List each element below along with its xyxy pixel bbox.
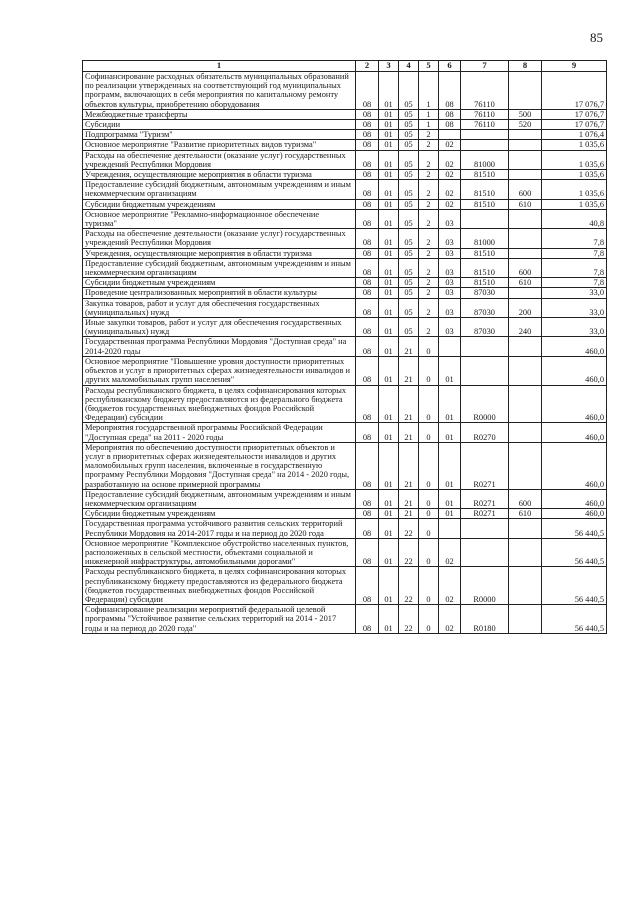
code-section: 01 xyxy=(379,278,399,288)
table-row xyxy=(83,442,607,489)
code-program: 05 xyxy=(399,72,419,110)
code-expense-type xyxy=(509,442,542,489)
row-amount: 33,0 xyxy=(542,318,607,337)
code-ministry: 08 xyxy=(356,318,379,337)
code-expense-type xyxy=(509,209,542,228)
row-amount: 33,0 xyxy=(542,288,607,298)
row-name: Субсидии бюджетным учреждениям xyxy=(83,278,356,288)
code-direction: 87030 xyxy=(461,298,509,317)
code-direction xyxy=(461,337,509,356)
code-ministry: 08 xyxy=(356,567,379,605)
code-subprogram: 2 xyxy=(419,180,439,199)
code-subprogram: 2 xyxy=(419,248,439,258)
table-row xyxy=(83,318,607,337)
code-expense-type: 200 xyxy=(509,298,542,317)
code-activity: 08 xyxy=(439,72,461,110)
table-row xyxy=(83,489,607,508)
code-program: 05 xyxy=(399,140,419,150)
code-direction: R0180 xyxy=(461,605,509,634)
code-ministry: 08 xyxy=(356,385,379,423)
code-subprogram: 0 xyxy=(419,567,439,605)
row-amount: 7,8 xyxy=(542,258,607,277)
row-name: Основное мероприятие "Комплексное обустройство населенных пунктов, расположенных в сельской местности, объектами социальной и инженерной инфраструктуры, автомобильными дорогами" xyxy=(83,538,356,567)
code-subprogram: 2 xyxy=(419,170,439,180)
code-subprogram: 0 xyxy=(419,519,439,538)
code-subprogram: 0 xyxy=(419,538,439,567)
code-activity: 03 xyxy=(439,318,461,337)
code-section: 01 xyxy=(379,229,399,248)
code-ministry: 08 xyxy=(356,109,379,119)
code-expense-type xyxy=(509,605,542,634)
column-header: 6 xyxy=(439,61,461,72)
table-row xyxy=(83,180,607,199)
code-subprogram: 2 xyxy=(419,288,439,298)
row-amount: 1 035,6 xyxy=(542,199,607,209)
code-program: 05 xyxy=(399,130,419,140)
code-section: 01 xyxy=(379,489,399,508)
code-direction xyxy=(461,140,509,150)
code-program: 21 xyxy=(399,423,419,442)
code-program: 05 xyxy=(399,318,419,337)
table-row xyxy=(83,385,607,423)
code-section: 01 xyxy=(379,356,399,385)
code-section: 01 xyxy=(379,442,399,489)
code-section: 01 xyxy=(379,209,399,228)
code-direction: 87030 xyxy=(461,318,509,337)
code-section: 01 xyxy=(379,199,399,209)
code-direction: R0000 xyxy=(461,385,509,423)
code-program: 05 xyxy=(399,209,419,228)
code-program: 21 xyxy=(399,442,419,489)
row-name: Государственная программа устойчивого развития сельских территорий Республики Мордовия на 2014-2017 годы и на период до 2020 года xyxy=(83,519,356,538)
code-section: 01 xyxy=(379,140,399,150)
code-section: 01 xyxy=(379,567,399,605)
table-row xyxy=(83,199,607,209)
code-activity: 01 xyxy=(439,509,461,519)
table-row xyxy=(83,538,607,567)
code-ministry: 08 xyxy=(356,298,379,317)
row-name: Софинансирование расходных обязательств муниципальных образований по реализации утвержденных на соответствующий год муниципальных программ, включающих в себя мероприятия по капитальному ремонту объектов культуры, приобретению оборудования xyxy=(83,72,356,110)
row-amount: 17 076,7 xyxy=(542,72,607,110)
row-name: Субсидии бюджетным учреждениям xyxy=(83,509,356,519)
code-expense-type xyxy=(509,538,542,567)
code-subprogram: 2 xyxy=(419,140,439,150)
row-name: Субсидии бюджетным учреждениям xyxy=(83,199,356,209)
code-activity: 02 xyxy=(439,605,461,634)
row-name: Предоставление субсидий бюджетным, автономным учреждениям и иным некоммерческим организациям xyxy=(83,258,356,277)
table-row xyxy=(83,258,607,277)
code-activity: 02 xyxy=(439,567,461,605)
row-amount: 17 076,7 xyxy=(542,109,607,119)
code-section: 01 xyxy=(379,150,399,169)
code-subprogram: 2 xyxy=(419,278,439,288)
code-expense-type xyxy=(509,567,542,605)
code-ministry: 08 xyxy=(356,120,379,130)
row-amount: 7,8 xyxy=(542,248,607,258)
code-section: 01 xyxy=(379,180,399,199)
code-ministry: 08 xyxy=(356,605,379,634)
code-direction: 81510 xyxy=(461,248,509,258)
code-expense-type: 600 xyxy=(509,489,542,508)
code-expense-type: 500 xyxy=(509,109,542,119)
code-program: 22 xyxy=(399,605,419,634)
code-subprogram: 1 xyxy=(419,72,439,110)
code-subprogram: 2 xyxy=(419,199,439,209)
code-direction: 87030 xyxy=(461,288,509,298)
page-number: 85 xyxy=(590,30,603,45)
row-name: Расходы республиканского бюджета, в целях софинансирования которых республиканскому бюджету предоставляются из федерального бюджета (бюджетов государственных внебюджетных фондов Российской Федерации) субсидии xyxy=(83,385,356,423)
code-program: 05 xyxy=(399,248,419,258)
code-activity xyxy=(439,130,461,140)
row-amount: 7,8 xyxy=(542,278,607,288)
code-ministry: 08 xyxy=(356,356,379,385)
code-subprogram: 1 xyxy=(419,120,439,130)
code-section: 01 xyxy=(379,318,399,337)
table-row xyxy=(83,130,607,140)
code-ministry: 08 xyxy=(356,489,379,508)
code-program: 05 xyxy=(399,258,419,277)
code-subprogram: 2 xyxy=(419,130,439,140)
code-activity xyxy=(439,337,461,356)
row-amount: 1 035,6 xyxy=(542,140,607,150)
code-activity: 08 xyxy=(439,109,461,119)
code-activity: 01 xyxy=(439,356,461,385)
table-row xyxy=(83,150,607,169)
code-activity: 01 xyxy=(439,489,461,508)
row-name: Учреждения, осуществляющие мероприятия в области туризма xyxy=(83,248,356,258)
code-subprogram: 2 xyxy=(419,150,439,169)
code-activity: 03 xyxy=(439,298,461,317)
code-section: 01 xyxy=(379,337,399,356)
code-ministry: 08 xyxy=(356,150,379,169)
code-program: 22 xyxy=(399,538,419,567)
row-name: Предоставление субсидий бюджетным, автономным учреждениям и иным некоммерческим организациям xyxy=(83,489,356,508)
code-direction: R0000 xyxy=(461,567,509,605)
code-ministry: 08 xyxy=(356,442,379,489)
code-activity: 03 xyxy=(439,248,461,258)
code-ministry: 08 xyxy=(356,170,379,180)
code-section: 01 xyxy=(379,170,399,180)
code-activity: 03 xyxy=(439,288,461,298)
code-ministry: 08 xyxy=(356,209,379,228)
code-direction: 81510 xyxy=(461,180,509,199)
code-subprogram: 2 xyxy=(419,229,439,248)
code-expense-type xyxy=(509,140,542,150)
row-amount: 460,0 xyxy=(542,509,607,519)
code-subprogram: 2 xyxy=(419,258,439,277)
code-section: 01 xyxy=(379,120,399,130)
code-activity: 03 xyxy=(439,258,461,277)
row-amount: 56 440,5 xyxy=(542,519,607,538)
column-header: 2 xyxy=(356,61,379,72)
code-section: 01 xyxy=(379,248,399,258)
row-name: Расходы на обеспечение деятельности (оказание услуг) государственных учреждений Республики Мордовия xyxy=(83,229,356,248)
code-direction xyxy=(461,356,509,385)
code-activity: 02 xyxy=(439,140,461,150)
code-activity: 01 xyxy=(439,442,461,489)
row-name: Расходы республиканского бюджета, в целях софинансирования которых республиканскому бюджету предоставляются из федерального бюджета (бюджетов государственных внебюджетных фондов Российской Федерации) субсидии xyxy=(83,567,356,605)
row-amount: 56 440,5 xyxy=(542,567,607,605)
code-program: 05 xyxy=(399,120,419,130)
code-subprogram: 0 xyxy=(419,605,439,634)
code-direction xyxy=(461,519,509,538)
row-amount: 40,8 xyxy=(542,209,607,228)
row-name: Мероприятия по обеспечению доступности приоритетных объектов и услуг в приоритетных сферах жизнедеятельности инвалидов и других маломобильных групп населения, включенные в государственную программу Республики Мордовия "Доступная среда" на 2014 - 2020 годы, разработанную на основе примерной программы xyxy=(83,442,356,489)
code-subprogram: 1 xyxy=(419,109,439,119)
code-subprogram: 0 xyxy=(419,385,439,423)
row-amount: 460,0 xyxy=(542,337,607,356)
table-row xyxy=(83,72,607,110)
row-name: Субсидии xyxy=(83,120,356,130)
code-expense-type xyxy=(509,72,542,110)
row-amount: 56 440,5 xyxy=(542,538,607,567)
row-name: Расходы на обеспечение деятельности (оказание услуг) государственных учреждений Республики Мордовия xyxy=(83,150,356,169)
code-activity: 02 xyxy=(439,538,461,567)
code-section: 01 xyxy=(379,298,399,317)
code-program: 05 xyxy=(399,229,419,248)
code-program: 22 xyxy=(399,567,419,605)
code-direction: 76110 xyxy=(461,120,509,130)
code-direction: 81510 xyxy=(461,278,509,288)
table-row xyxy=(83,209,607,228)
code-ministry: 08 xyxy=(356,180,379,199)
column-header: 5 xyxy=(419,61,439,72)
table-row xyxy=(83,519,607,538)
code-ministry: 08 xyxy=(356,519,379,538)
code-section: 01 xyxy=(379,509,399,519)
table-row xyxy=(83,423,607,442)
code-activity: 03 xyxy=(439,209,461,228)
code-expense-type xyxy=(509,130,542,140)
code-direction: R0271 xyxy=(461,489,509,508)
code-direction: R0271 xyxy=(461,509,509,519)
row-amount: 460,0 xyxy=(542,356,607,385)
code-activity: 02 xyxy=(439,150,461,169)
table-row xyxy=(83,605,607,634)
code-activity: 03 xyxy=(439,229,461,248)
code-direction xyxy=(461,538,509,567)
code-subprogram: 0 xyxy=(419,337,439,356)
code-subprogram: 0 xyxy=(419,423,439,442)
code-subprogram: 0 xyxy=(419,356,439,385)
code-expense-type xyxy=(509,385,542,423)
column-header: 8 xyxy=(509,61,542,72)
code-expense-type: 600 xyxy=(509,180,542,199)
code-section: 01 xyxy=(379,72,399,110)
row-name: Подпрограмма "Туризм" xyxy=(83,130,356,140)
table-row xyxy=(83,140,607,150)
code-direction xyxy=(461,209,509,228)
code-activity: 01 xyxy=(439,423,461,442)
code-section: 01 xyxy=(379,605,399,634)
code-ministry: 08 xyxy=(356,509,379,519)
table-row xyxy=(83,567,607,605)
column-header: 4 xyxy=(399,61,419,72)
table-row xyxy=(83,356,607,385)
code-activity: 02 xyxy=(439,199,461,209)
code-activity: 08 xyxy=(439,120,461,130)
code-expense-type: 600 xyxy=(509,258,542,277)
row-name: Закупка товаров, работ и услуг для обеспечения государственных (муниципальных) нужд xyxy=(83,298,356,317)
table-row xyxy=(83,509,607,519)
code-program: 22 xyxy=(399,519,419,538)
code-direction: R0270 xyxy=(461,423,509,442)
row-name: Проведение централизованных мероприятий в области культуры xyxy=(83,288,356,298)
code-direction: 81000 xyxy=(461,229,509,248)
row-name: Основное мероприятие "Повышение уровня доступности приоритетных объектов и услуг в приоритетных сферах жизнедеятельности инвалидов и других маломобильных групп населения" xyxy=(83,356,356,385)
code-section: 01 xyxy=(379,109,399,119)
table-row xyxy=(83,109,607,119)
code-program: 05 xyxy=(399,170,419,180)
code-expense-type xyxy=(509,519,542,538)
row-amount: 460,0 xyxy=(542,423,607,442)
table-row xyxy=(83,229,607,248)
code-program: 21 xyxy=(399,489,419,508)
code-subprogram: 0 xyxy=(419,442,439,489)
row-amount: 460,0 xyxy=(542,442,607,489)
table-row xyxy=(83,170,607,180)
table-row xyxy=(83,278,607,288)
column-header: 1 xyxy=(83,61,356,72)
code-program: 05 xyxy=(399,199,419,209)
code-section: 01 xyxy=(379,258,399,277)
code-program: 21 xyxy=(399,337,419,356)
code-expense-type: 610 xyxy=(509,278,542,288)
row-amount: 460,0 xyxy=(542,385,607,423)
code-subprogram: 0 xyxy=(419,509,439,519)
code-ministry: 08 xyxy=(356,199,379,209)
code-expense-type: 520 xyxy=(509,120,542,130)
code-expense-type xyxy=(509,423,542,442)
code-direction: 81510 xyxy=(461,170,509,180)
code-ministry: 08 xyxy=(356,229,379,248)
code-direction: R0271 xyxy=(461,442,509,489)
row-name: Предоставление субсидий бюджетным, автономным учреждениям и иным некоммерческим организациям xyxy=(83,180,356,199)
code-program: 05 xyxy=(399,288,419,298)
code-ministry: 08 xyxy=(356,248,379,258)
table-row xyxy=(83,337,607,356)
code-expense-type: 240 xyxy=(509,318,542,337)
table-row xyxy=(83,248,607,258)
row-amount: 1 035,6 xyxy=(542,180,607,199)
code-expense-type xyxy=(509,248,542,258)
row-name: Государственная программа Республики Мордовия "Доступная среда" на 2014-2020 годы xyxy=(83,337,356,356)
table-row xyxy=(83,298,607,317)
code-expense-type xyxy=(509,356,542,385)
code-expense-type xyxy=(509,288,542,298)
budget-table xyxy=(82,60,607,634)
code-activity: 01 xyxy=(439,385,461,423)
code-section: 01 xyxy=(379,538,399,567)
code-ministry: 08 xyxy=(356,337,379,356)
code-direction xyxy=(461,130,509,140)
code-subprogram: 2 xyxy=(419,318,439,337)
code-expense-type: 610 xyxy=(509,509,542,519)
code-ministry: 08 xyxy=(356,423,379,442)
table-row xyxy=(83,288,607,298)
code-program: 05 xyxy=(399,150,419,169)
code-direction: 81510 xyxy=(461,258,509,277)
code-program: 21 xyxy=(399,385,419,423)
code-direction: 81510 xyxy=(461,199,509,209)
code-expense-type xyxy=(509,229,542,248)
code-section: 01 xyxy=(379,130,399,140)
row-name: Мероприятия государственной программы Российской Федерации "Доступная среда" на 2011 - 2020 годы xyxy=(83,423,356,442)
code-program: 05 xyxy=(399,298,419,317)
code-ministry: 08 xyxy=(356,538,379,567)
row-name: Софинансирование реализации мероприятий федеральной целевой программы "Устойчивое развитие сельских территорий на 2014 - 2017 годы и на период до 2020 года" xyxy=(83,605,356,634)
code-section: 01 xyxy=(379,519,399,538)
row-amount: 1 076,4 xyxy=(542,130,607,140)
row-name: Основное мероприятие "Развитие приоритетных видов туризма" xyxy=(83,140,356,150)
table-row xyxy=(83,120,607,130)
code-program: 05 xyxy=(399,109,419,119)
row-amount: 7,8 xyxy=(542,229,607,248)
row-amount: 1 035,6 xyxy=(542,150,607,169)
code-activity: 03 xyxy=(439,278,461,288)
row-name: Основное мероприятие "Рекламно-информационное обеспечение туризма" xyxy=(83,209,356,228)
code-activity: 02 xyxy=(439,180,461,199)
code-activity xyxy=(439,519,461,538)
row-amount: 56 440,5 xyxy=(542,605,607,634)
code-expense-type xyxy=(509,150,542,169)
code-direction: 76110 xyxy=(461,109,509,119)
code-ministry: 08 xyxy=(356,258,379,277)
code-ministry: 08 xyxy=(356,140,379,150)
code-expense-type: 610 xyxy=(509,199,542,209)
code-section: 01 xyxy=(379,288,399,298)
code-subprogram: 2 xyxy=(419,298,439,317)
row-amount: 1 035,6 xyxy=(542,170,607,180)
row-amount: 33,0 xyxy=(542,298,607,317)
code-activity: 02 xyxy=(439,170,461,180)
code-ministry: 08 xyxy=(356,278,379,288)
column-header: 3 xyxy=(379,61,399,72)
row-name: Межбюджетные трансферты xyxy=(83,109,356,119)
code-ministry: 08 xyxy=(356,130,379,140)
code-program: 21 xyxy=(399,509,419,519)
code-expense-type xyxy=(509,170,542,180)
row-name: Иные закупки товаров, работ и услуг для обеспечения государственных (муниципальных) нужд xyxy=(83,318,356,337)
header-row xyxy=(83,61,607,72)
code-section: 01 xyxy=(379,423,399,442)
column-header: 7 xyxy=(461,61,509,72)
code-program: 05 xyxy=(399,180,419,199)
code-section: 01 xyxy=(379,385,399,423)
code-ministry: 08 xyxy=(356,72,379,110)
code-subprogram: 0 xyxy=(419,489,439,508)
code-subprogram: 2 xyxy=(419,209,439,228)
code-ministry: 08 xyxy=(356,288,379,298)
code-direction: 76110 xyxy=(461,72,509,110)
row-name: Учреждения, осуществляющие мероприятия в области туризма xyxy=(83,170,356,180)
code-expense-type xyxy=(509,337,542,356)
code-direction: 81000 xyxy=(461,150,509,169)
row-amount: 460,0 xyxy=(542,489,607,508)
code-program: 21 xyxy=(399,356,419,385)
row-amount: 17 076,7 xyxy=(542,120,607,130)
code-program: 05 xyxy=(399,278,419,288)
column-header: 9 xyxy=(542,61,607,72)
